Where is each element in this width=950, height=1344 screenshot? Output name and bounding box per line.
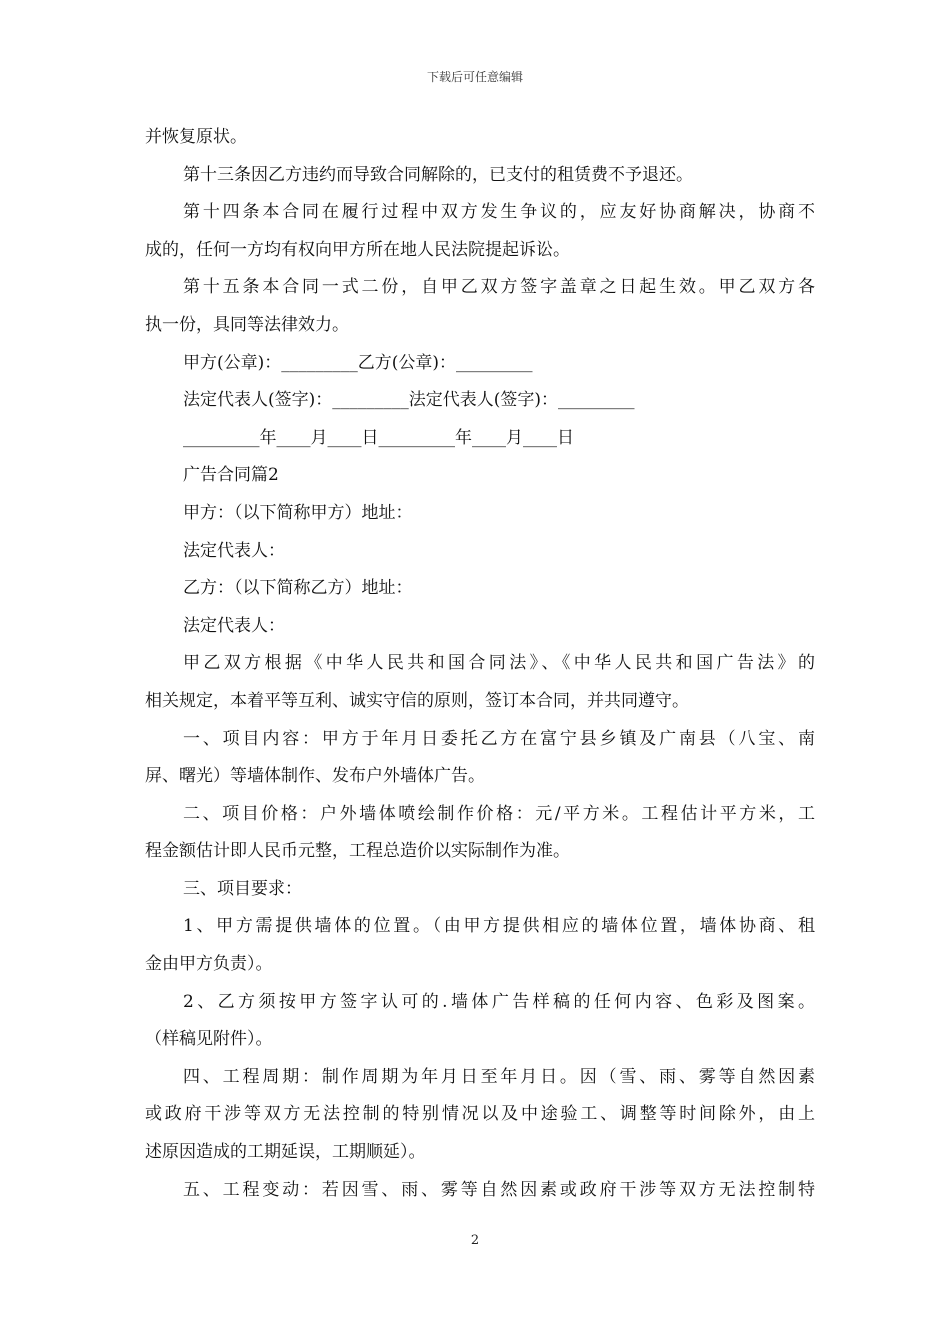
text-line: 2、乙方须按甲方签字认可的.墙体广告样稿的任何内容、色彩及图案。 <box>183 991 815 1012</box>
text-line: 程金额估计即人民币元整，工程总造价以实际制作为准。 <box>145 841 570 862</box>
text-line: （样稿见附件）。 <box>145 1029 273 1050</box>
text-line: 相关规定，本着平等互利、诚实守信的原则，签订本合同，并共同遵守。 <box>145 690 689 711</box>
text-line: 四、工程周期：制作周期为年月日至年月日。因（雪、雨、雾等自然因素 <box>183 1066 815 1087</box>
text-line: 五、工程变动：若因雪、雨、雾等自然因素或政府干涉等双方无法控制特 <box>183 1179 815 1200</box>
text-line: 二、项目价格：户外墙体喷绘制作价格：元/平方米。工程估计平方米，工 <box>183 803 815 824</box>
text-line: 三、项目要求： <box>183 878 302 899</box>
text-line: 法定代表人(签字)：_________法定代表人(签字)：_________ <box>183 390 635 411</box>
document-body <box>145 119 815 1209</box>
page-header: 下载后可任意编辑 <box>426 70 523 84</box>
text-line: 法定代表人： <box>183 615 285 636</box>
text-line: 广告合同篇2 <box>183 465 279 486</box>
text-line: 甲乙双方根据《中华人民共和国合同法》、《中华人民共和国广告法》的 <box>183 653 815 674</box>
text-line: 1、甲方需提供墙体的位置。（由甲方提供相应的墙体位置，墙体协商、租 <box>183 916 815 937</box>
text-line: 法定代表人： <box>183 540 285 561</box>
text-line: 述原因造成的工期延误，工期顺延）。 <box>145 1142 426 1163</box>
text-line: 屏、曙光）等墙体制作、发布户外墙体广告。 <box>145 766 485 787</box>
text-line: 金由甲方负责）。 <box>145 954 273 975</box>
text-line: 第十三条因乙方违约而导致合同解除的，已支付的租赁费不予退还。 <box>183 164 693 185</box>
text-line: 一、项目内容：甲方于年月日委托乙方在富宁县乡镇及广南县（八宝、南 <box>183 728 815 749</box>
text-line: 并恢复原状。 <box>145 127 247 147</box>
text-line: 乙方：（以下简称乙方）地址： <box>183 578 413 599</box>
text-line: 成的，任何一方均有权向甲方所在地人民法院提起诉讼。 <box>145 239 570 260</box>
page-number: 2 <box>470 1233 480 1248</box>
text-line: 甲方：（以下简称甲方）地址： <box>183 502 413 523</box>
text-line: _________年____月____日_________年____月____日 <box>183 427 574 448</box>
text-line: 第十四条本合同在履行过程中双方发生争议的，应友好协商解决，协商不 <box>183 202 815 223</box>
text-line: 甲方(公章)：_________乙方(公章)：_________ <box>183 352 533 373</box>
text-line: 第十五条本合同一式二份，自甲乙双方签字盖章之日起生效。甲乙双方各 <box>183 277 815 298</box>
text-line: 执一份，具同等法律效力。 <box>145 314 349 335</box>
text-line: 或政府干涉等双方无法控制的特别情况以及中途验工、调整等时间除外，由上 <box>145 1104 815 1125</box>
